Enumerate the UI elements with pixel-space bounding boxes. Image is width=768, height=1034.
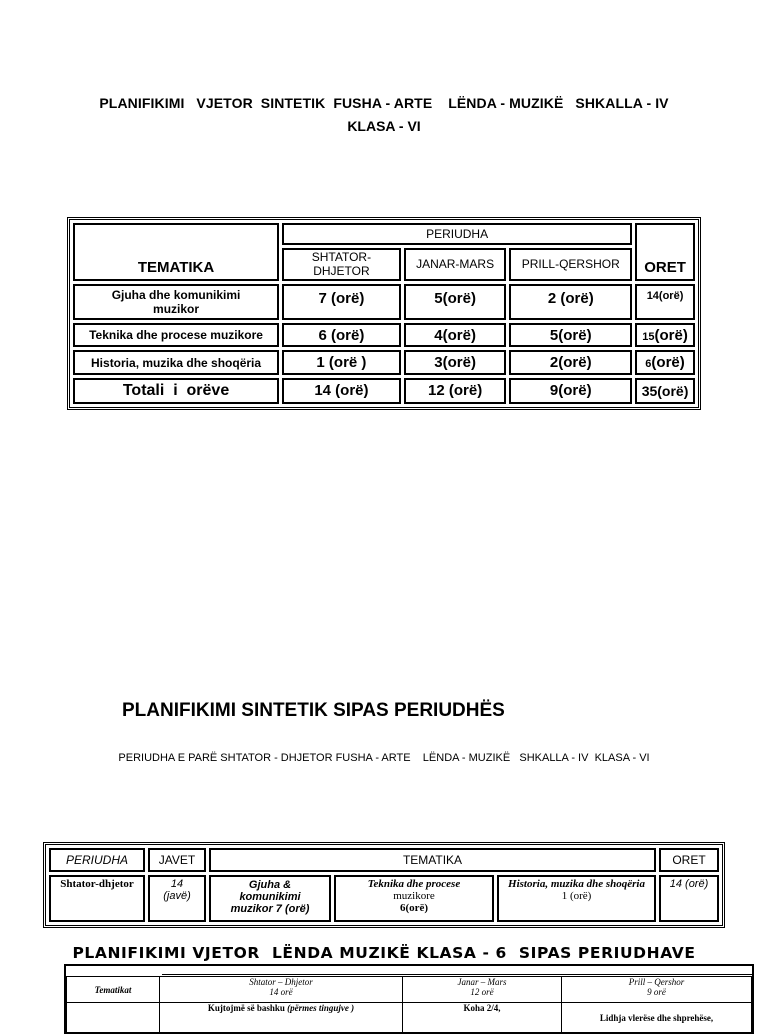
table-row (73, 350, 695, 374)
tema-2 (334, 875, 494, 922)
header-tematika: TEMATIKA (73, 223, 279, 281)
row1-period1-italic: (përmes tingujve ) (287, 1003, 355, 1013)
tema-3-line2: 1 (orë) (561, 890, 592, 902)
row-oret (635, 323, 695, 347)
javet-number: 14 (170, 878, 184, 890)
row-value: 6 (orë) (282, 323, 401, 347)
table-row (73, 284, 695, 320)
header-periudha: PERIUDHA (49, 848, 145, 872)
period-2-name: Janar – Mars (457, 977, 507, 987)
total-oret: 35(orë) (635, 378, 695, 404)
tema-3-line1: Historia, muzika dhe shoqëria (508, 878, 645, 890)
table-row (73, 323, 695, 347)
javet-unit: (javë) (163, 890, 191, 902)
header-javet: JAVET (148, 848, 206, 872)
row-tema: Historia, muzika dhe shoqëria (73, 350, 279, 374)
row1-period1-text: Kujtojmë së bashku (207, 1003, 285, 1013)
row-value: 2 (orë) (509, 284, 632, 320)
row-oret-unit: (orë) (654, 326, 688, 344)
row-value: 5(orë) (509, 323, 632, 347)
row-value: 1 (orë ) (282, 350, 401, 374)
tema-2-line3: 6(orë) (399, 902, 429, 914)
period-1-header (160, 977, 403, 1003)
row-tema: Teknika dhe procese muzikore (73, 323, 279, 347)
total-value: 14 (orë) (282, 378, 401, 404)
period-3-header: PRILL-QERSHOR (509, 248, 632, 280)
row-tema: Gjuha dhe komunikimi muzikor (73, 284, 279, 320)
period-2-header (403, 977, 562, 1003)
period-1-header: SHTATOR-DHJETOR (282, 248, 401, 280)
header-periudha: PERIUDHA (282, 223, 632, 245)
row-oret-unit: (orë) (651, 354, 685, 371)
row-value: 5(orë) (404, 284, 507, 320)
period-1-hours: 14 orë (269, 987, 293, 997)
period-1-name: Shtator – Dhjetor (249, 977, 313, 987)
row1-period2: Koha 2/4, (403, 1003, 562, 1033)
document-title: PLANIFIKIMI VJETOR SINTETIK FUSHA - ARTE LËNDA - MUZIKË SHKALLA - IV (99, 95, 669, 111)
row-oret-num: 15 (642, 330, 655, 343)
tema-3 (497, 875, 656, 922)
header-oret: ORET (659, 848, 719, 872)
total-value: 9(orë) (509, 378, 632, 404)
row1-period3: Lidhja vlerëse dhe shprehëse, (562, 1003, 752, 1033)
period-3-header (562, 977, 752, 1003)
period-3-name: Prill – Qershor (628, 977, 685, 987)
period-2-hours: 12 orë (470, 987, 494, 997)
row-tematika (67, 1003, 160, 1033)
tema-2-line2: muzikore (393, 890, 435, 902)
table-row (49, 875, 719, 922)
tema-1: Gjuha & komunikimi muzikor 7 (orë) (209, 875, 331, 922)
javet-value (148, 875, 206, 922)
oret-value: 14 (orë) (659, 875, 719, 922)
section-title: PLANIFIKIMI SINTETIK SIPAS PERIUDHËS (122, 700, 505, 721)
header-tematika: TEMATIKA (209, 848, 656, 872)
document-title-class: KLASA - VI (347, 118, 421, 134)
tema-2-line1: Teknika dhe procese (367, 878, 461, 890)
period-plan-table (43, 842, 725, 928)
header-oret: ORET (635, 223, 695, 281)
total-label: Totali i orëve (73, 378, 279, 404)
periudha-value: Shtator-dhjetor (49, 875, 145, 922)
header-tematikat: Tematikat (67, 977, 160, 1003)
row-oret-num: 6 (645, 358, 652, 370)
row-value: 2(orë) (509, 350, 632, 374)
period-2-header: JANAR-MARS (404, 248, 507, 280)
total-row (73, 378, 695, 404)
annual-plan-heading: PLANIFIKIMI VJETOR LËNDA MUZIKË KLASA - 6 SIPAS PERIUDHAVE (72, 944, 696, 962)
row-value: 3(orë) (404, 350, 507, 374)
row-oret: 14(orë) (635, 284, 695, 320)
row1-period1 (160, 1003, 403, 1033)
period-3-hours: 9 orë (647, 987, 666, 997)
annual-synthetic-plan-table (67, 217, 701, 410)
row-oret (635, 350, 695, 374)
row-value: 7 (orë) (282, 284, 401, 320)
section-subtitle: PERIUDHA E PARË SHTATOR - DHJETOR FUSHA - ARTE LËNDA - MUZIKË SHKALLA - IV KLASA - VI (118, 752, 650, 764)
row-value: 4(orë) (404, 323, 507, 347)
total-value: 12 (orë) (404, 378, 507, 404)
